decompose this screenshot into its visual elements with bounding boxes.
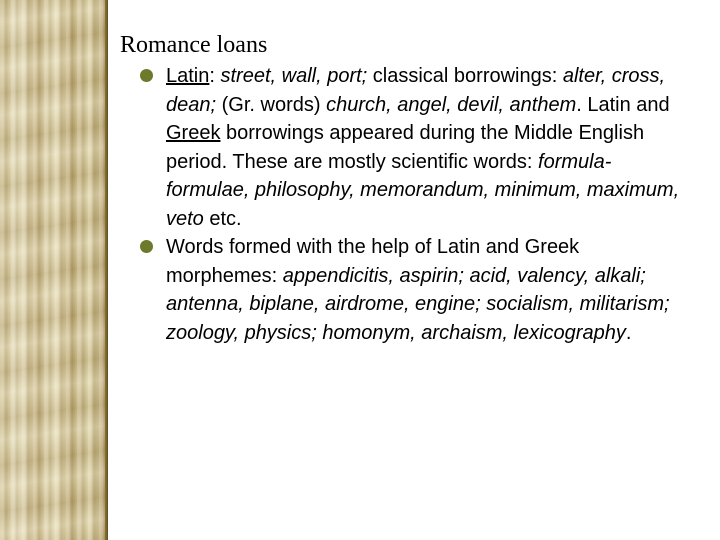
bullet-list — [140, 62, 692, 347]
segment-gr-words: (Gr. words) — [216, 93, 327, 116]
segment-greek: Greek — [166, 122, 221, 144]
segment-greek-examples: church, angel, devil, anthem — [326, 93, 577, 116]
bullet-dot-icon — [140, 69, 153, 82]
segment-classical-examples: alter, cross, dean; — [166, 65, 666, 116]
segment-period: . — [625, 321, 632, 344]
slide-title: Romance loans — [120, 32, 268, 58]
segment-colon: : — [209, 65, 221, 87]
bullet-item-latin — [140, 62, 692, 233]
segment-etc: etc. — [203, 207, 242, 230]
segment-latin-and: . Latin and — [576, 93, 670, 116]
segment-classical: classical borrowings: — [367, 65, 563, 87]
segment-latin-examples: street, wall, port; — [220, 65, 368, 87]
decorative-gold-border — [0, 0, 108, 540]
segment-scientific-examples: formula-formulae, philosophy, memorandum, minimum, maximum, veto — [166, 150, 680, 230]
segment-morphemes-examples: appendicitis, aspirin; acid, valency, alkali; antenna, biplane, airdrome, engine; socialism, militarism; zoology, physics; homonym, archaism, lexicography — [166, 264, 670, 344]
segment-borrowings: borrowings appeared during the Middle English period. These are mostly scientific words: — [166, 122, 645, 173]
segment-morphemes-intro: Words formed with the help of Latin and Greek morphemes: — [166, 236, 580, 287]
segment-latin: Latin — [166, 65, 210, 87]
bullet-item-morphemes — [140, 233, 692, 347]
bullet-dot-icon — [140, 240, 153, 253]
